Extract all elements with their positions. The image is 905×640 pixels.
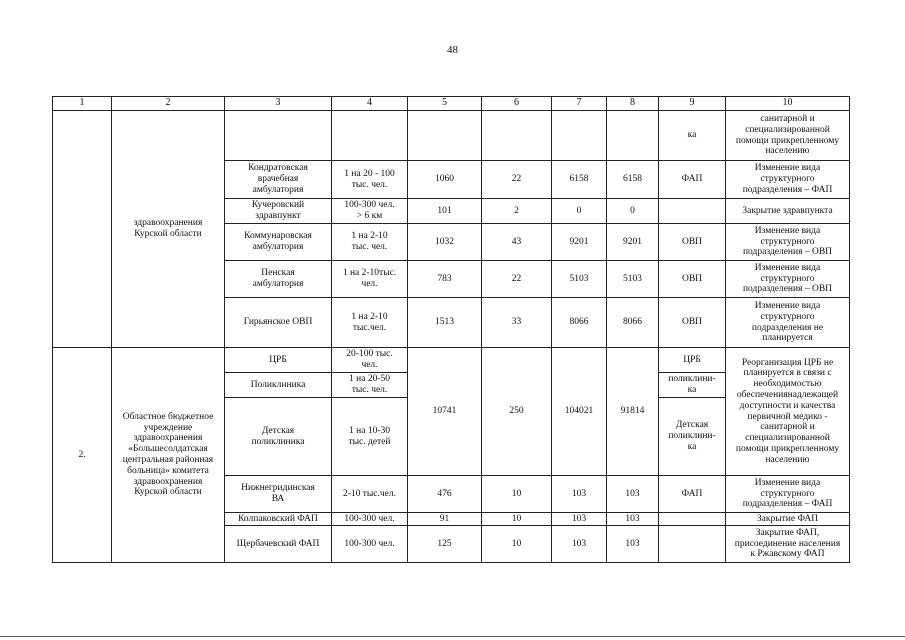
value-cell: 9201 — [607, 224, 659, 261]
header-cell: 4 — [332, 97, 408, 111]
norm-cell: 100-300 чел. > 6 км — [332, 199, 408, 224]
action-cell: санитарной и специализированной помощи прикрепленному населению — [726, 111, 850, 161]
value-cell: 10 — [482, 476, 552, 513]
row-number-cell: 2. — [53, 348, 112, 563]
action-cell: Изменение вида структурного подразделения – ФАП — [726, 161, 850, 199]
new-type-cell: поликлини- ка — [659, 373, 726, 398]
norm-cell: 1 на 20-50 тыс. чел. — [332, 373, 408, 398]
norm-cell: 1 на 10-30 тыс. детей — [332, 398, 408, 476]
header-cell: 2 — [112, 97, 225, 111]
header-cell: 10 — [726, 97, 850, 111]
value-cell: 103 — [607, 526, 659, 563]
value-cell: 10 — [482, 526, 552, 563]
value-cell: 1032 — [408, 224, 482, 261]
new-type-cell: ЦРБ — [659, 348, 726, 373]
value-cell: 0 — [607, 199, 659, 224]
value-cell: 0 — [552, 199, 607, 224]
norm-cell: 2-10 тыс.чел. — [332, 476, 408, 513]
value-cell: 9201 — [552, 224, 607, 261]
norm-cell: 1 на 2-10 тыс.чел. — [332, 298, 408, 348]
value-cell: 103 — [552, 476, 607, 513]
value-cell: 8066 — [552, 298, 607, 348]
action-cell: Изменение вида структурного подразделения – ФАП — [726, 476, 850, 513]
value-cell: 91814 — [607, 348, 659, 476]
new-type-cell: ка — [659, 111, 726, 161]
value-cell: 5103 — [552, 261, 607, 298]
new-type-cell — [659, 513, 726, 526]
value-cell: 10741 — [408, 348, 482, 476]
facility-cell: Колпаковский ФАП — [225, 513, 332, 526]
value-cell: 43 — [482, 224, 552, 261]
table-row — [53, 348, 850, 373]
value-cell: 33 — [482, 298, 552, 348]
facility-cell: Коммунаровская амбулатория — [225, 224, 332, 261]
value-cell: 10 — [482, 513, 552, 526]
value-cell: 250 — [482, 348, 552, 476]
value-cell — [408, 111, 482, 161]
value-cell: 2 — [482, 199, 552, 224]
norm-cell: 20-100 тыс. чел. — [332, 348, 408, 373]
value-cell: 101 — [408, 199, 482, 224]
norm-cell: 1 на 2-10тыс. чел. — [332, 261, 408, 298]
facility-cell: Нижнегридинская ВА — [225, 476, 332, 513]
new-type-cell: ФАП — [659, 476, 726, 513]
norm-cell: 100-300 чел. — [332, 513, 408, 526]
page-bottom-rule — [0, 636, 905, 637]
norm-cell: 1 на 2-10 тыс. чел. — [332, 224, 408, 261]
value-cell: 8066 — [607, 298, 659, 348]
facility-cell: Детская поликлиника — [225, 398, 332, 476]
header-cell: 5 — [408, 97, 482, 111]
facility-cell — [225, 111, 332, 161]
value-cell: 91 — [408, 513, 482, 526]
value-cell: 103 — [607, 476, 659, 513]
facility-cell: Поликлиника — [225, 373, 332, 398]
value-cell: 6158 — [552, 161, 607, 199]
value-cell — [482, 111, 552, 161]
value-cell: 103 — [607, 513, 659, 526]
action-cell: Изменение вида структурного подразделения – ОВП — [726, 261, 850, 298]
facility-cell: Кондратовская врачебная амбулатория — [225, 161, 332, 199]
facility-cell: Кучеровский здравпункт — [225, 199, 332, 224]
new-type-cell — [659, 199, 726, 224]
value-cell: 22 — [482, 161, 552, 199]
value-cell: 22 — [482, 261, 552, 298]
new-type-cell: ОВП — [659, 224, 726, 261]
facility-cell: Пенская амбулатория — [225, 261, 332, 298]
value-cell: 125 — [408, 526, 482, 563]
header-cell: 9 — [659, 97, 726, 111]
facility-cell: ЦРБ — [225, 348, 332, 373]
header-cell: 6 — [482, 97, 552, 111]
value-cell: 783 — [408, 261, 482, 298]
value-cell: 104021 — [552, 348, 607, 476]
page-number: 48 — [447, 44, 458, 56]
new-type-cell — [659, 526, 726, 563]
header-cell: 8 — [607, 97, 659, 111]
table-row — [53, 111, 850, 161]
value-cell — [552, 111, 607, 161]
value-cell: 1513 — [408, 298, 482, 348]
norm-cell — [332, 111, 408, 161]
value-cell — [607, 111, 659, 161]
norm-cell: 1 на 20 - 100 тыс. чел. — [332, 161, 408, 199]
new-type-cell: ФАП — [659, 161, 726, 199]
value-cell: 1060 — [408, 161, 482, 199]
value-cell: 476 — [408, 476, 482, 513]
new-type-cell: Детская поликлини- ка — [659, 398, 726, 476]
institution-cell: здравоохранения Курской области — [112, 111, 225, 348]
institution-cell: Областное бюджетное учреждение здравоохранения «Большесолдатская центральная районная больница» комитета здравоохранения Курской области — [112, 348, 225, 563]
header-cell: 7 — [552, 97, 607, 111]
value-cell: 6158 — [607, 161, 659, 199]
header-cell: 3 — [225, 97, 332, 111]
value-cell: 103 — [552, 526, 607, 563]
norm-cell: 100-300 чел. — [332, 526, 408, 563]
action-cell: Реорганизация ЦРБ не планируется в связи с необходимостью обеспечениянадлежащей доступности и качества первичной медико - санитарной и специализированной помощи прикрепленному населению — [726, 348, 850, 476]
value-cell: 103 — [552, 513, 607, 526]
column-number-row — [53, 97, 850, 111]
row-number-cell — [53, 111, 112, 348]
header-cell: 1 — [53, 97, 112, 111]
new-type-cell: ОВП — [659, 261, 726, 298]
facility-cell: Щербачевский ФАП — [225, 526, 332, 563]
new-type-cell: ОВП — [659, 298, 726, 348]
action-cell: Закрытие ФАП, присоединение населения к Ржавскому ФАП — [726, 526, 850, 563]
value-cell: 5103 — [607, 261, 659, 298]
action-cell: Изменение вида структурного подразделения – ОВП — [726, 224, 850, 261]
action-cell: Закрытие ФАП — [726, 513, 850, 526]
action-cell: Закрытие здравпункта — [726, 199, 850, 224]
action-cell: Изменение вида структурного подразделения не планируется — [726, 298, 850, 348]
facilities-table — [52, 96, 850, 563]
facility-cell: Гирьянское ОВП — [225, 298, 332, 348]
